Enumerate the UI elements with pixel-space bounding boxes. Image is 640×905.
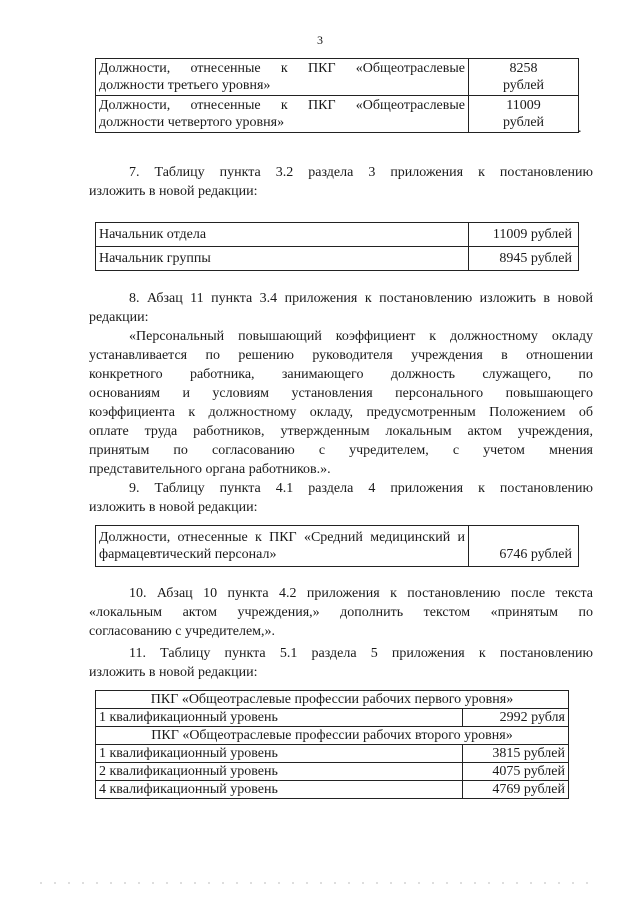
table-group-header: [96, 691, 569, 709]
text-line: согласованию с учредителем,».: [89, 624, 276, 639]
table-row: [96, 526, 579, 567]
table-row: [96, 763, 569, 781]
table-cell-value: 3815 рублей: [463, 745, 569, 763]
salary-table-heads: [95, 222, 579, 271]
amount-value: 11009: [506, 98, 541, 113]
table-row: [96, 223, 579, 247]
text-line: изложить в новой редакции:: [89, 500, 258, 515]
text-line: представительного органа работников.».: [89, 462, 331, 477]
amount-unit: рублей: [502, 78, 545, 93]
text-line: 7. Таблицу пункта 3.2 раздела 3 приложения к постановлению: [129, 165, 593, 180]
table-row: [96, 709, 569, 727]
table-row: [96, 745, 569, 763]
text-line: коэффициента к должностному окладу, предусмотренным Положением об: [89, 405, 593, 420]
text-line: «Персональный повышающий коэффициент к должностному окладу: [129, 329, 593, 344]
table-row: [96, 247, 579, 271]
text-line: редакции:: [89, 310, 149, 325]
quoted-paragraph: [89, 327, 593, 479]
text-line: устанавливается по решению руководителя учреждения в отношении: [89, 348, 593, 363]
group-header-first-level: ПКГ «Общеотраслевые профессии рабочих первого уровня»: [96, 691, 569, 709]
paragraph-7: [89, 163, 593, 201]
table-cell-amount: [469, 59, 579, 96]
table-cell-label: 1 квалификационный уровень: [96, 709, 463, 727]
table-row: [96, 781, 569, 799]
salary-table-workers: [95, 690, 569, 799]
table-cell-label: 4 квалификационный уровень: [96, 781, 463, 799]
table-cell-label: Должности, отнесенные к ПКГ «Общеотраслевые должности третьего уровня»: [96, 59, 469, 96]
table-cell-amount: [469, 96, 579, 133]
amount-value: 8258: [509, 61, 538, 76]
text-line: оплате труда работников, утвержденным локальным актом учреждения,: [89, 424, 593, 439]
text-line: 8. Абзац 11 пункта 3.4 приложения к постановлению изложить в новой: [129, 291, 593, 306]
text-line: 11. Таблицу пункта 5.1 раздела 5 приложения к постановлению: [129, 646, 593, 661]
table-trailing-mark: .: [578, 121, 582, 136]
table-cell-label: Должности, отнесенные к ПКГ «Общеотраслевые должности четвертого уровня»: [96, 96, 469, 133]
table-row: [96, 96, 579, 133]
text-line: 10. Абзац 10 пункта 4.2 приложения к постановлению после текста: [129, 586, 593, 601]
table-cell-value: 8945 рублей: [469, 247, 579, 271]
table-group-header: [96, 727, 569, 745]
page-number: 3: [317, 33, 323, 47]
text-line: изложить в новой редакции:: [89, 665, 258, 680]
text-line: основаниям и условиям установления персонального повышающего: [89, 386, 593, 401]
salary-table-positions: [95, 58, 579, 133]
table-cell-label: 2 квалификационный уровень: [96, 763, 463, 781]
paragraph-10: [89, 584, 593, 641]
group-header-second-level: ПКГ «Общеотраслевые профессии рабочих второго уровня»: [96, 727, 569, 745]
table-cell-label: Начальник отдела: [96, 223, 469, 247]
text-line: 9. Таблицу пункта 4.1 раздела 4 приложения к постановлению: [129, 481, 593, 496]
paragraph-9: [89, 479, 593, 517]
table-cell-label: Должности, отнесенные к ПКГ «Средний медицинский и фармацевтический персонал»: [96, 526, 469, 567]
text-line: «локальным актом учреждения,» дополнить текстом «принятым по: [89, 605, 593, 620]
salary-table-medical: [95, 525, 579, 567]
table-cell-label: 1 квалификационный уровень: [96, 745, 463, 763]
table-cell-label: Начальник группы: [96, 247, 469, 271]
table-cell-value: 11009 рублей: [469, 223, 579, 247]
text-line: конкретного работника, занимающего должность служащего, по: [89, 367, 593, 382]
paragraph-11: [89, 644, 593, 682]
table-cell-value: 4769 рублей: [463, 781, 569, 799]
table-cell-value: 4075 рублей: [463, 763, 569, 781]
amount-unit: рублей: [502, 115, 545, 130]
scan-artifact: [40, 882, 600, 884]
table-row: [96, 59, 579, 96]
paragraph-8: [89, 289, 593, 327]
text-line: принятым по согласованию с учредителем, с учетом мнения: [89, 443, 593, 458]
table-cell-value: 2992 рубля: [463, 709, 569, 727]
text-line: изложить в новой редакции:: [89, 184, 258, 199]
table-cell-value: 6746 рублей: [469, 526, 579, 567]
